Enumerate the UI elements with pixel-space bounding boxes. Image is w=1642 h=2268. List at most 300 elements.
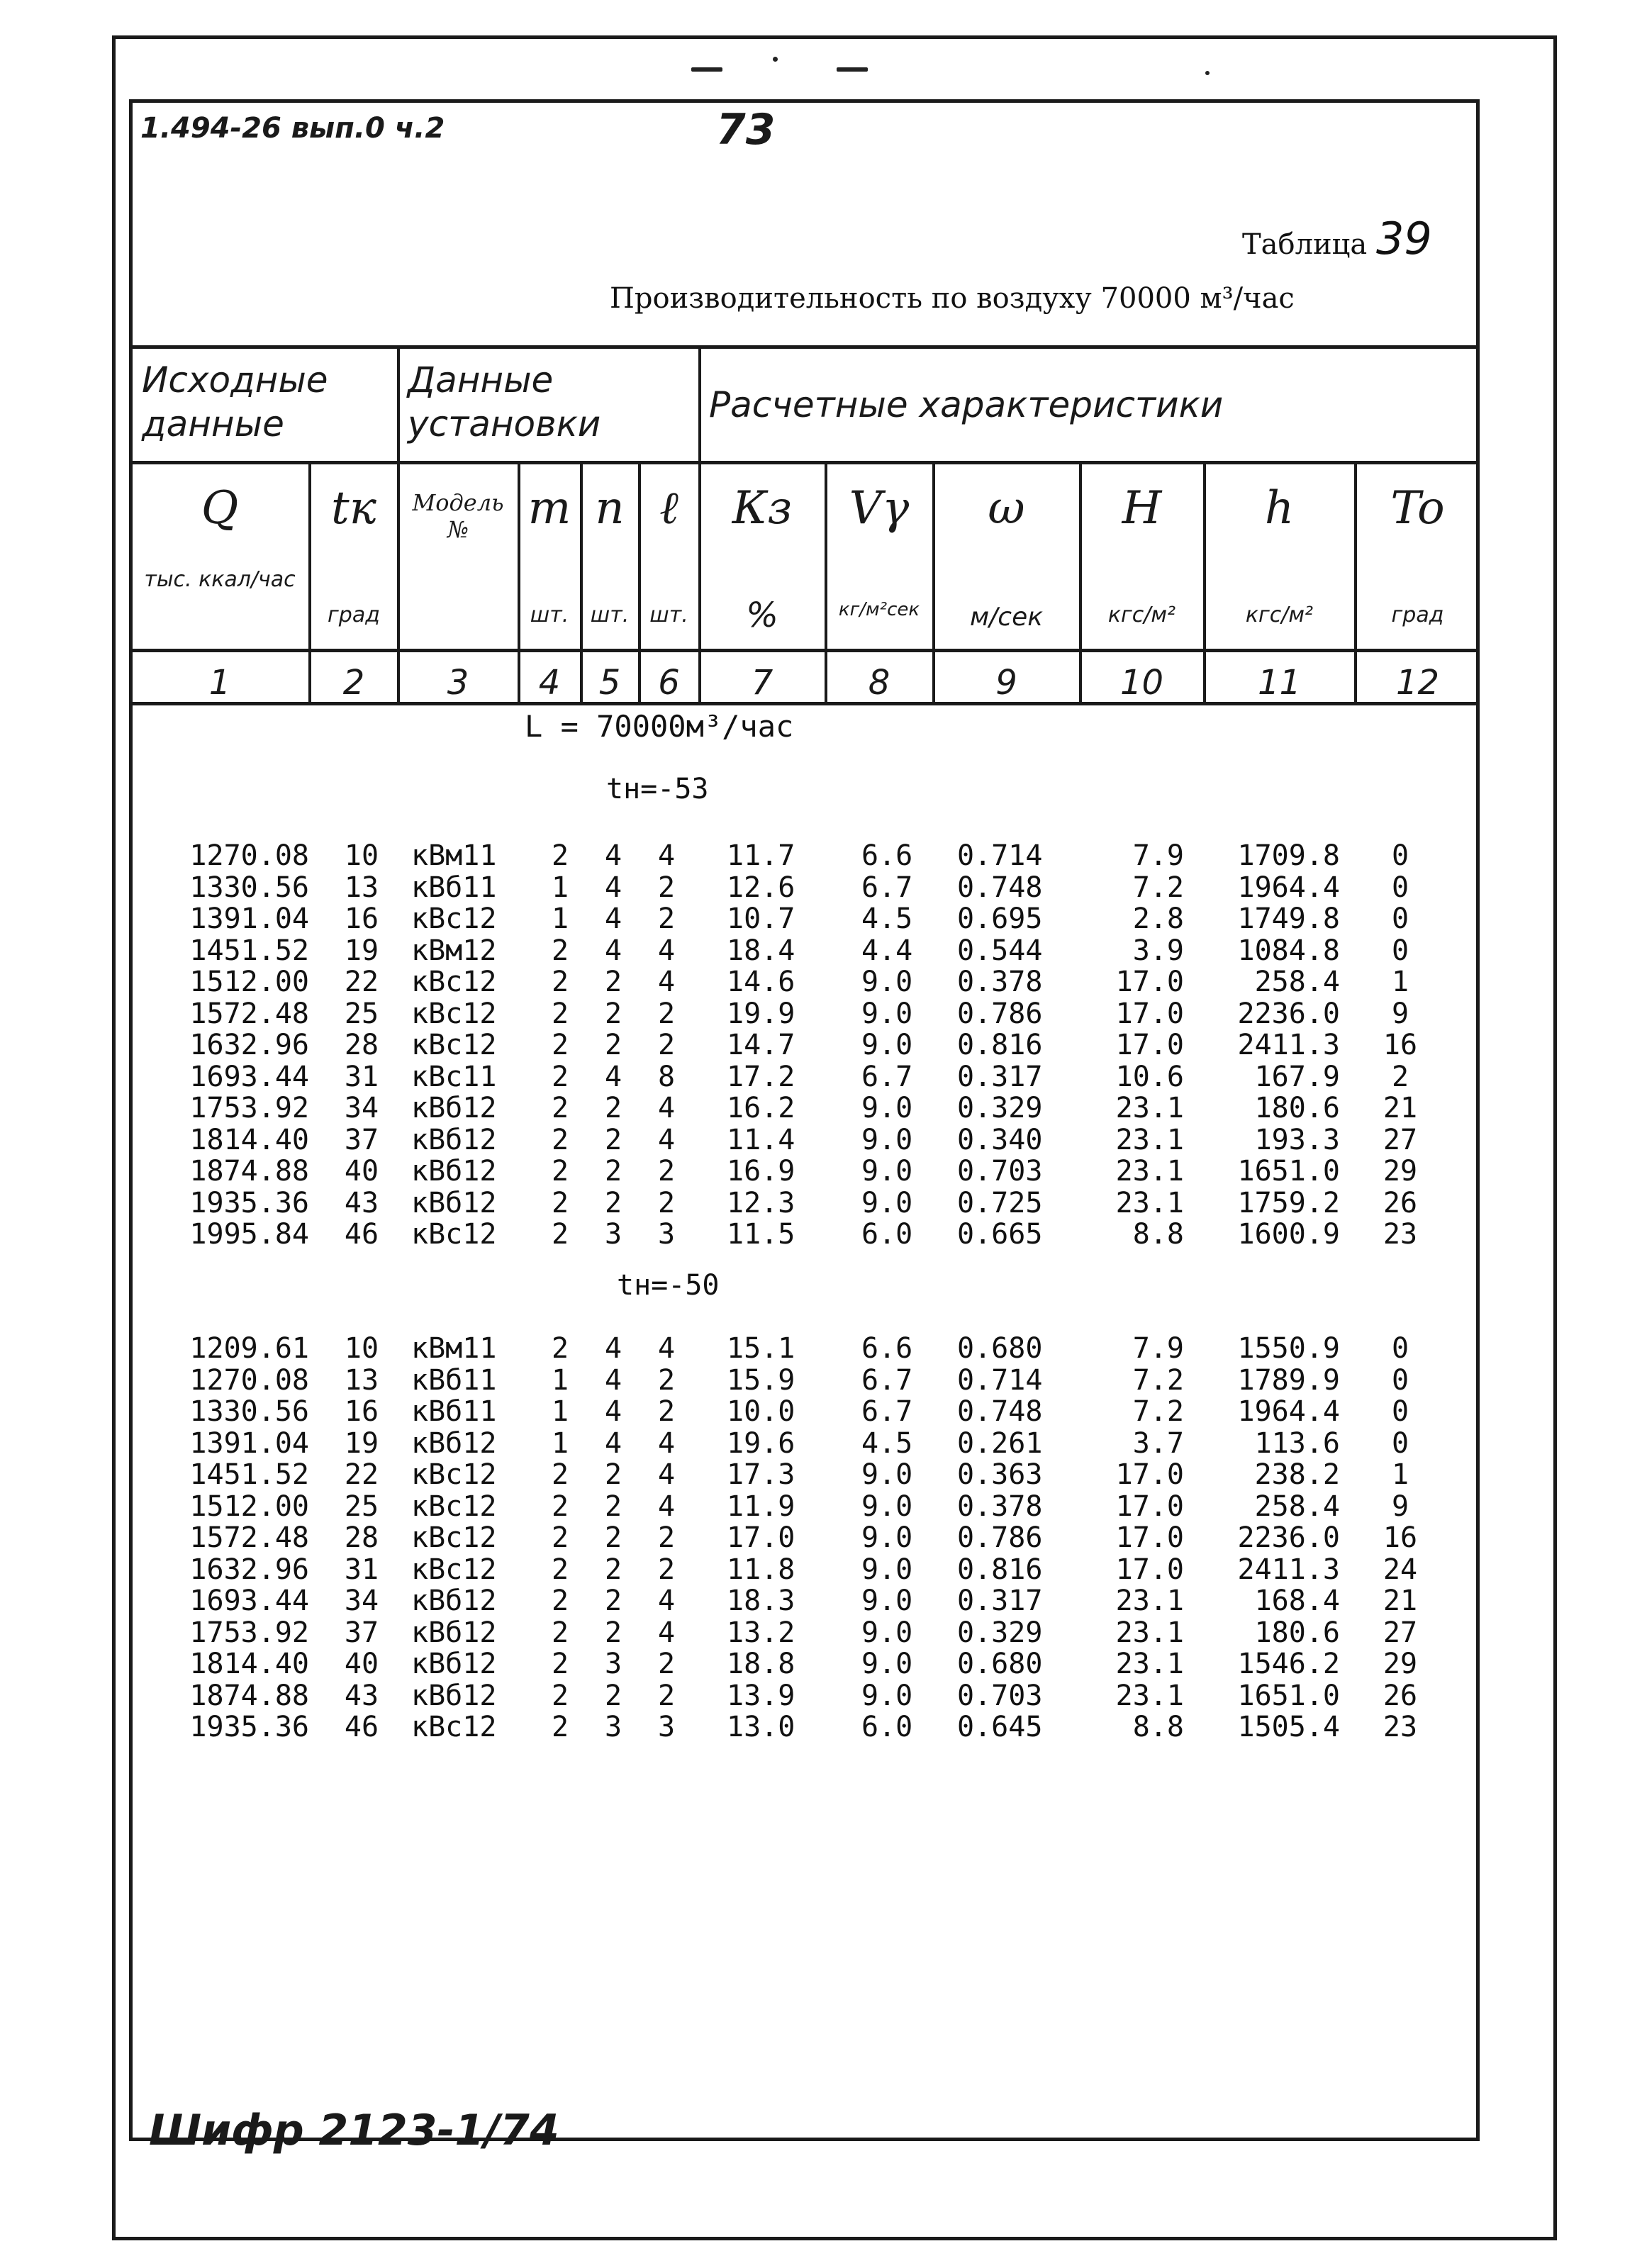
- table-cell: 23.1: [1115, 1155, 1184, 1188]
- table-number: 39: [1375, 213, 1432, 264]
- table-row: [0, 966, 1642, 998]
- table-cell: 1632.96: [189, 1553, 309, 1586]
- table-row: [0, 1585, 1642, 1616]
- rule: [129, 461, 1480, 464]
- table-cell: 1759.2: [1237, 1186, 1340, 1219]
- table-cell: 2: [551, 1060, 569, 1093]
- table-cell: 3: [604, 1218, 622, 1251]
- table-cell: 27: [1383, 1123, 1418, 1156]
- table-cell: 1451.52: [189, 934, 309, 967]
- table-cell: 23.1: [1115, 1585, 1184, 1617]
- table-cell: 12.3: [727, 1186, 795, 1219]
- table-label: Таблица: [1242, 228, 1368, 261]
- air-flow-label: L = 70000м³/час: [525, 709, 794, 744]
- document-code: 1.494-26 вып.0 ч.2: [140, 112, 445, 145]
- col-symbol-model: Модель №: [412, 489, 504, 543]
- table-cell: 46: [344, 1218, 379, 1251]
- table-cell: 0.680: [957, 1648, 1043, 1680]
- table-cell: 7.9: [1132, 839, 1184, 872]
- table-cell: 19: [344, 934, 379, 967]
- table-cell: 21: [1383, 1092, 1418, 1124]
- table-cell: 1391.04: [189, 1426, 309, 1460]
- table-cell: 2: [551, 1521, 569, 1554]
- table-cell: 2: [551, 1458, 569, 1491]
- col-symbol-h-upper: H: [1122, 482, 1162, 535]
- table-cell: кВб11: [411, 1363, 497, 1397]
- table-cell: 0.714: [957, 839, 1043, 872]
- table-cell: 0.748: [957, 1395, 1043, 1428]
- table-row: [0, 1491, 1642, 1522]
- col-number: 10: [1119, 663, 1164, 703]
- table-row: [0, 1680, 1642, 1711]
- table-cell: 2: [551, 1029, 569, 1061]
- col-symbol-q: Q: [201, 482, 239, 535]
- section-title: tн=-53: [606, 773, 709, 805]
- table-cell: 16.9: [727, 1155, 795, 1188]
- col-symbol-to: To: [1390, 482, 1445, 535]
- table-cell: 16: [1383, 1029, 1418, 1061]
- table-row: [0, 1428, 1642, 1459]
- table-row: [0, 1617, 1642, 1648]
- table-cell: 6.6: [861, 839, 913, 872]
- table-cell: 4: [604, 1332, 622, 1365]
- table-cell: 1572.48: [189, 997, 309, 1030]
- table-cell: 1651.0: [1237, 1679, 1340, 1712]
- table-cell: 180.6: [1254, 1092, 1340, 1124]
- table-cell: кВс11: [411, 1060, 497, 1093]
- col-unit-tk: град: [328, 603, 380, 627]
- table-cell: 1: [551, 1363, 569, 1397]
- table-cell: 2: [551, 997, 569, 1030]
- table-cell: 0.786: [957, 1521, 1043, 1554]
- table-cell: 2: [551, 1711, 569, 1743]
- table-cell: 40: [344, 1648, 379, 1680]
- table-cell: 2: [551, 1616, 569, 1649]
- table-cell: 1995.84: [189, 1218, 309, 1251]
- col-unit-vy: кг/м²сек: [838, 599, 920, 620]
- table-row: [0, 935, 1642, 966]
- table-cell: кВм11: [411, 839, 497, 872]
- table-cell: 1693.44: [189, 1060, 309, 1093]
- col-unit-h-lower: кгс/м²: [1245, 603, 1314, 627]
- table-cell: 2: [657, 1363, 676, 1397]
- table-cell: 13: [344, 1363, 379, 1397]
- table-cell: 1512.00: [189, 966, 309, 998]
- table-cell: 167.9: [1254, 1060, 1340, 1093]
- table-cell: 1874.88: [189, 1679, 309, 1712]
- table-cell: 0.816: [957, 1553, 1043, 1586]
- table-cell: 193.3: [1254, 1123, 1340, 1156]
- table-cell: 22: [344, 966, 379, 998]
- table-cell: 1935.36: [189, 1186, 309, 1219]
- table-cell: 2: [551, 1648, 569, 1680]
- table-cell: 13: [344, 871, 379, 904]
- table-cell: 4.5: [861, 1426, 913, 1460]
- table-cell: 0.714: [957, 1363, 1043, 1397]
- table-cell: 29: [1383, 1155, 1418, 1188]
- table-cell: 23.1: [1115, 1092, 1184, 1124]
- table-cell: 2: [604, 1521, 622, 1554]
- mark-dot: [773, 57, 778, 62]
- table-cell: 2: [604, 966, 622, 998]
- table-cell: 9.0: [861, 1585, 913, 1617]
- table-cell: 10.7: [727, 903, 795, 935]
- table-cell: 0: [1391, 871, 1409, 904]
- col-number: 5: [598, 663, 621, 703]
- table-cell: 0.748: [957, 871, 1043, 904]
- table-cell: 22: [344, 1458, 379, 1491]
- table-cell: 6.7: [861, 1363, 913, 1397]
- table-cell: 2: [657, 1029, 676, 1061]
- table-cell: 6.0: [861, 1711, 913, 1743]
- table-cell: 4: [657, 1332, 676, 1365]
- table-cell: 34: [344, 1092, 379, 1124]
- table-row: [0, 998, 1642, 1029]
- table-cell: кВс12: [411, 1521, 497, 1554]
- table-cell: 0.680: [957, 1332, 1043, 1365]
- table-cell: 1: [551, 1395, 569, 1428]
- table-cell: 2: [604, 1092, 622, 1124]
- table-cell: 1964.4: [1237, 871, 1340, 904]
- table-cell: 1: [1391, 966, 1409, 998]
- table-cell: 2: [657, 1155, 676, 1188]
- col-number: 11: [1257, 663, 1302, 703]
- table-cell: кВб12: [411, 1123, 497, 1156]
- table-cell: 17.0: [1115, 1458, 1184, 1491]
- table-cell: 7.2: [1132, 871, 1184, 904]
- table-cell: 8.8: [1132, 1711, 1184, 1743]
- table-cell: 13.0: [727, 1711, 795, 1743]
- table-cell: 2: [657, 1553, 676, 1586]
- table-cell: 1789.9: [1237, 1363, 1340, 1397]
- table-cell: 2: [551, 934, 569, 967]
- mark-dash: [837, 67, 868, 72]
- table-cell: 24: [1383, 1553, 1418, 1586]
- col-symbol-l: ℓ: [659, 482, 678, 535]
- table-cell: 23: [1383, 1711, 1418, 1743]
- table-cell: 1: [551, 903, 569, 935]
- table-cell: 2: [551, 839, 569, 872]
- table-cell: 9.0: [861, 966, 913, 998]
- table-cell: 1550.9: [1237, 1332, 1340, 1365]
- table-cell: 2: [551, 1553, 569, 1586]
- table-cell: 3: [657, 1711, 676, 1743]
- group-header-installation: Данные установки: [408, 359, 601, 445]
- col-number: 12: [1395, 663, 1440, 703]
- table-cell: 4: [604, 1426, 622, 1460]
- table-cell: 9.0: [861, 1521, 913, 1554]
- table-cell: 0.645: [957, 1711, 1043, 1743]
- table-cell: 17.0: [727, 1521, 795, 1554]
- table-cell: 19.6: [727, 1426, 795, 1460]
- table-cell: 1572.48: [189, 1521, 309, 1554]
- table-cell: 1: [551, 1426, 569, 1460]
- table-cell: 2: [604, 1490, 622, 1523]
- table-cell: 13.9: [727, 1679, 795, 1712]
- table-cell: 2: [1391, 1060, 1409, 1093]
- table-cell: 0.544: [957, 934, 1043, 967]
- table-cell: 13.2: [727, 1616, 795, 1649]
- section-title: tн=-50: [617, 1269, 720, 1302]
- table-cell: 11.8: [727, 1553, 795, 1586]
- table-cell: 0.786: [957, 997, 1043, 1030]
- table-cell: 4: [604, 1395, 622, 1428]
- table-row: [0, 1333, 1642, 1364]
- table-cell: 14.6: [727, 966, 795, 998]
- table-cell: 1505.4: [1237, 1711, 1340, 1743]
- table-cell: 258.4: [1254, 966, 1340, 998]
- table-cell: 18.4: [727, 934, 795, 967]
- table-cell: 0.665: [957, 1218, 1043, 1251]
- col-number: 4: [538, 663, 561, 703]
- table-cell: 31: [344, 1060, 379, 1093]
- col-symbol-kz: Кз: [732, 482, 793, 535]
- table-cell: 0: [1391, 1426, 1409, 1460]
- table-cell: 11.7: [727, 839, 795, 872]
- table-cell: 28: [344, 1521, 379, 1554]
- cipher-footer: Шифр 2123-1/74: [149, 2106, 559, 2155]
- table-cell: 0.378: [957, 1490, 1043, 1523]
- table-row: [0, 1124, 1642, 1156]
- table-cell: кВс12: [411, 1553, 497, 1586]
- table-cell: 4: [657, 1458, 676, 1491]
- table-cell: 1209.61: [189, 1332, 309, 1365]
- table-cell: 4: [657, 1123, 676, 1156]
- col-number: 6: [658, 663, 680, 703]
- table-cell: 17.0: [1115, 997, 1184, 1030]
- table-cell: 0: [1391, 1332, 1409, 1365]
- table-cell: 4.4: [861, 934, 913, 967]
- col-symbol-n: n: [595, 482, 625, 535]
- table-cell: кВс12: [411, 1029, 497, 1061]
- table-cell: 0.363: [957, 1458, 1043, 1491]
- table-cell: 31: [344, 1553, 379, 1586]
- table-cell: 8.8: [1132, 1218, 1184, 1251]
- table-cell: 9.0: [861, 1186, 913, 1219]
- table-cell: 0.695: [957, 903, 1043, 935]
- table-cell: 16: [1383, 1521, 1418, 1554]
- table-cell: 2: [657, 871, 676, 904]
- table-cell: кВб12: [411, 1426, 497, 1460]
- table-cell: кВб12: [411, 1585, 497, 1617]
- table-cell: 21: [1383, 1585, 1418, 1617]
- table-cell: 23.1: [1115, 1648, 1184, 1680]
- table-cell: 258.4: [1254, 1490, 1340, 1523]
- table-cell: 4: [657, 934, 676, 967]
- table-cell: 0.816: [957, 1029, 1043, 1061]
- table-cell: 1330.56: [189, 1395, 309, 1428]
- table-cell: 2: [604, 997, 622, 1030]
- table-cell: 10.6: [1115, 1060, 1184, 1093]
- table-cell: 2: [604, 1679, 622, 1712]
- table-cell: 4.5: [861, 903, 913, 935]
- table-cell: 43: [344, 1679, 379, 1712]
- table-cell: кВб11: [411, 1395, 497, 1428]
- table-cell: кВб11: [411, 871, 497, 904]
- table-cell: 11.5: [727, 1218, 795, 1251]
- table-cell: 0.725: [957, 1186, 1043, 1219]
- table-cell: кВс12: [411, 1490, 497, 1523]
- table-cell: 9.0: [861, 1553, 913, 1586]
- table-cell: 18.8: [727, 1648, 795, 1680]
- table-cell: кВс12: [411, 997, 497, 1030]
- table-cell: 6.7: [861, 871, 913, 904]
- col-symbol-omega: ω: [988, 482, 1025, 535]
- table-cell: 2: [551, 1123, 569, 1156]
- table-row: [0, 1156, 1642, 1187]
- table-cell: 1391.04: [189, 903, 309, 935]
- table-cell: 7.2: [1132, 1395, 1184, 1428]
- table-cell: кВб12: [411, 1679, 497, 1712]
- table-cell: 2.8: [1132, 903, 1184, 935]
- table-row: [0, 1093, 1642, 1124]
- col-unit-l: шт.: [649, 603, 688, 627]
- table-cell: кВс12: [411, 1458, 497, 1491]
- table-cell: 2236.0: [1237, 997, 1340, 1030]
- table-cell: 2236.0: [1237, 1521, 1340, 1554]
- table-cell: кВс12: [411, 1711, 497, 1743]
- table-cell: 1709.8: [1237, 839, 1340, 872]
- table-cell: 1: [551, 871, 569, 904]
- table-cell: 2: [604, 1029, 622, 1061]
- table-cell: 1: [1391, 1458, 1409, 1491]
- col-symbol-h-lower: h: [1264, 482, 1295, 535]
- col-number: 8: [868, 663, 890, 703]
- table-cell: 4: [604, 934, 622, 967]
- table-cell: 15.9: [727, 1363, 795, 1397]
- table-cell: 113.6: [1254, 1426, 1340, 1460]
- table-cell: 0.329: [957, 1616, 1043, 1649]
- table-cell: 11.4: [727, 1123, 795, 1156]
- table-cell: 1753.92: [189, 1092, 309, 1124]
- table-cell: 23.1: [1115, 1616, 1184, 1649]
- table-cell: 2: [604, 1458, 622, 1491]
- table-cell: 1814.40: [189, 1123, 309, 1156]
- table-cell: 1512.00: [189, 1490, 309, 1523]
- table-cell: 2: [551, 1218, 569, 1251]
- table-cell: 3: [657, 1218, 676, 1251]
- table-row: [0, 1396, 1642, 1427]
- table-cell: 3: [604, 1648, 622, 1680]
- table-cell: 9: [1391, 1490, 1409, 1523]
- col-number: 2: [342, 663, 365, 703]
- table-cell: 29: [1383, 1648, 1418, 1680]
- col-number: 1: [208, 663, 231, 703]
- table-cell: 43: [344, 1186, 379, 1219]
- table-cell: 2: [657, 997, 676, 1030]
- table-cell: 2411.3: [1237, 1029, 1340, 1061]
- table-cell: 4: [604, 1060, 622, 1093]
- table-cell: 23: [1383, 1218, 1418, 1251]
- table-caption: [1242, 213, 1432, 264]
- col-number: 7: [751, 663, 773, 703]
- table-cell: 10: [344, 1332, 379, 1365]
- table-cell: 25: [344, 997, 379, 1030]
- table-cell: 6.0: [861, 1218, 913, 1251]
- table-cell: 19: [344, 1426, 379, 1460]
- table-cell: кВс12: [411, 903, 497, 935]
- table-cell: 0: [1391, 1363, 1409, 1397]
- table-cell: кВм12: [411, 934, 497, 967]
- table-cell: 17.0: [1115, 1521, 1184, 1554]
- table-cell: 1270.08: [189, 839, 309, 872]
- table-cell: кВм11: [411, 1332, 497, 1365]
- table-cell: 0.703: [957, 1155, 1043, 1188]
- table-cell: 9.0: [861, 1648, 913, 1680]
- table-cell: 2: [604, 1616, 622, 1649]
- col-number: 3: [447, 663, 469, 703]
- table-cell: 11.9: [727, 1490, 795, 1523]
- table-cell: 2: [551, 1186, 569, 1219]
- table-cell: 2: [604, 1186, 622, 1219]
- table-cell: 2411.3: [1237, 1553, 1340, 1586]
- table-row: [0, 840, 1642, 871]
- table-cell: 46: [344, 1711, 379, 1743]
- table-cell: 23.1: [1115, 1186, 1184, 1219]
- table-cell: 25: [344, 1490, 379, 1523]
- table-cell: 1935.36: [189, 1711, 309, 1743]
- table-cell: 2: [657, 1679, 676, 1712]
- table-cell: 17.0: [1115, 1553, 1184, 1586]
- table-cell: 40: [344, 1155, 379, 1188]
- table-cell: 37: [344, 1123, 379, 1156]
- table-cell: 4: [657, 966, 676, 998]
- table-cell: 1600.9: [1237, 1218, 1340, 1251]
- table-cell: 14.7: [727, 1029, 795, 1061]
- mark-dot: [1205, 71, 1210, 75]
- table-cell: 2: [551, 966, 569, 998]
- group-header-source: Исходные данные: [142, 359, 328, 445]
- col-symbol-vy: Vγ: [849, 482, 910, 535]
- table-cell: 0: [1391, 1395, 1409, 1428]
- table-cell: 4: [604, 871, 622, 904]
- group-header-calculated: Расчетные характеристики: [709, 384, 1224, 425]
- table-cell: 2: [657, 1521, 676, 1554]
- table-cell: 1749.8: [1237, 903, 1340, 935]
- table-cell: 1651.0: [1237, 1155, 1340, 1188]
- table-cell: 3.9: [1132, 934, 1184, 967]
- table-cell: 9.0: [861, 1679, 913, 1712]
- table-cell: 2: [604, 1585, 622, 1617]
- col-unit-h-upper: кгс/м²: [1107, 603, 1176, 627]
- table-cell: 2: [551, 1155, 569, 1188]
- table-cell: 4: [604, 1363, 622, 1397]
- table-cell: 10: [344, 839, 379, 872]
- table-cell: 0.329: [957, 1092, 1043, 1124]
- table-cell: 2: [657, 903, 676, 935]
- table-cell: 16: [344, 1395, 379, 1428]
- rule: [129, 345, 1480, 349]
- table-row: [0, 1188, 1642, 1219]
- table-cell: 9.0: [861, 1029, 913, 1061]
- table-cell: 9.0: [861, 1155, 913, 1188]
- col-unit-q: тыс. ккал/час: [144, 567, 296, 592]
- table-row: [0, 1459, 1642, 1490]
- table-cell: 9.0: [861, 1458, 913, 1491]
- table-cell: 9.0: [861, 997, 913, 1030]
- table-cell: 9.0: [861, 1616, 913, 1649]
- table-cell: 28: [344, 1029, 379, 1061]
- table-cell: 2: [657, 1395, 676, 1428]
- table-cell: кВб12: [411, 1186, 497, 1219]
- table-cell: 1693.44: [189, 1585, 309, 1617]
- table-row: [0, 1711, 1642, 1743]
- table-cell: 2: [551, 1332, 569, 1365]
- table-cell: кВб12: [411, 1155, 497, 1188]
- table-cell: 0.261: [957, 1426, 1043, 1460]
- table-cell: 0.317: [957, 1585, 1043, 1617]
- table-cell: 1964.4: [1237, 1395, 1340, 1428]
